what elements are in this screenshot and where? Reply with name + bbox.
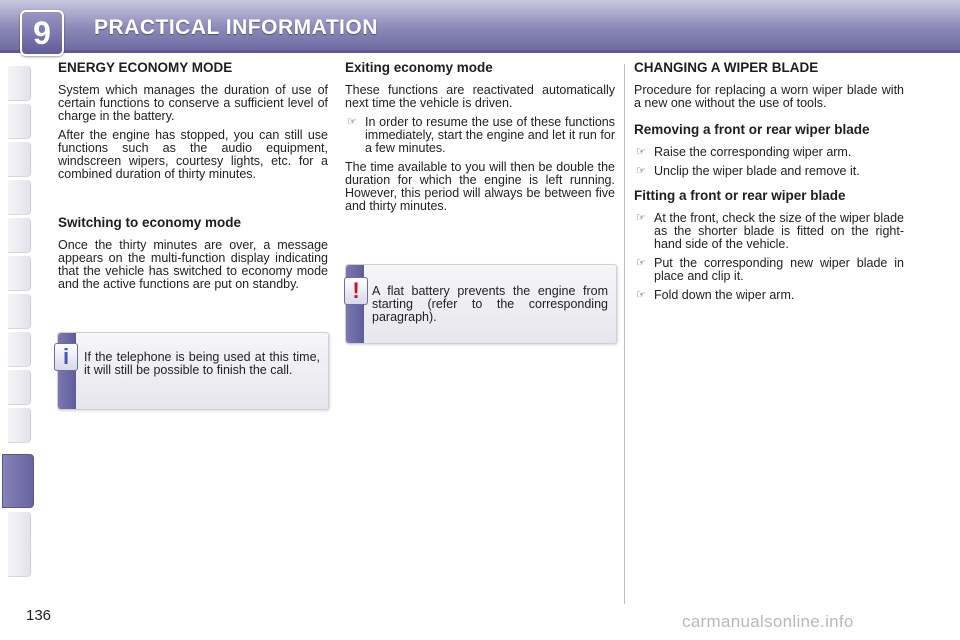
bullet-item: ☞ In order to resume the use of these functions immediately, start the engine and let it run for a few minutes.	[347, 115, 615, 155]
chapter-tab[interactable]	[8, 66, 31, 101]
paragraph: Procedure for replacing a worn wiper blade with a new one without the use of tools.	[634, 83, 904, 110]
chapter-tab[interactable]	[8, 256, 31, 291]
header-rule	[0, 50, 960, 53]
column-left	[58, 60, 328, 297]
section-heading: CHANGING A WIPER BLADE	[634, 60, 819, 75]
pointing-hand-icon: ☞	[636, 257, 646, 269]
paragraph: The time available to you will then be double the duration for which the engine is left running. However, this period will always be between five and thirty minutes.	[345, 160, 615, 213]
section-heading: ENERGY ECONOMY MODE	[58, 60, 233, 75]
page-number: 136	[26, 607, 52, 624]
info-note-text: If the telephone is being used at this time, it will still be possible to finish the call.	[84, 350, 320, 377]
info-icon: i	[54, 343, 78, 371]
chapter-tab[interactable]	[8, 408, 31, 443]
page-title: PRACTICAL INFORMATION	[94, 16, 378, 39]
chapter-tab[interactable]	[8, 332, 31, 367]
pointing-hand-icon: ☞	[636, 146, 646, 158]
pointing-hand-icon: ☞	[636, 165, 646, 177]
sub-heading: Switching to economy mode	[58, 215, 242, 230]
paragraph: System which manages the duration of use of certain functions to conserve a sufficient level of charge in the battery.	[58, 83, 328, 123]
chapter-tab[interactable]	[8, 218, 31, 253]
column-middle	[345, 60, 615, 219]
chapter-tabs	[0, 66, 34, 576]
pointing-hand-icon: ☞	[347, 116, 357, 128]
chapter-tab[interactable]	[8, 294, 31, 329]
pointing-hand-icon: ☞	[636, 289, 646, 301]
chapter-tab[interactable]	[8, 542, 31, 577]
bullet-item: ☞ Put the corresponding new wiper blade in place and clip it.	[636, 256, 904, 283]
chapter-tab[interactable]	[8, 104, 31, 139]
column-right	[634, 60, 904, 308]
chapter-tab[interactable]	[8, 142, 31, 177]
bullet-item: ☞ Unclip the wiper blade and remove it.	[636, 164, 860, 178]
sub-heading: Exiting economy mode	[345, 60, 493, 75]
bullet-item: ☞ Fold down the wiper arm.	[636, 288, 795, 302]
chapter-tab-active[interactable]	[2, 454, 34, 508]
chapter-tab[interactable]	[8, 370, 31, 405]
warning-note-text: A flat battery prevents the engine from starting (refer to the corresponding paragraph).	[372, 284, 608, 324]
paragraph: After the engine has stopped, you can still use functions such as the audio equipment, windscreen wipers, courtesy lights, etc. for a combined duration of thirty minutes.	[58, 128, 328, 181]
column-divider	[624, 64, 625, 604]
warning-note	[345, 264, 617, 344]
chapter-badge: 9	[20, 10, 64, 56]
paragraph: These functions are reactivated automatically next time the vehicle is driven.	[345, 83, 615, 110]
watermark: carmanualsonline.info	[682, 612, 854, 631]
pointing-hand-icon: ☞	[636, 212, 646, 224]
bullet-item: ☞ At the front, check the size of the wiper blade as the shorter blade is fitted on the right-hand side of the vehicle.	[636, 211, 904, 251]
info-note	[57, 332, 329, 410]
sub-heading: Removing a front or rear wiper blade	[634, 122, 870, 137]
bullet-item: ☞ Raise the corresponding wiper arm.	[636, 145, 852, 159]
chapter-tab[interactable]	[8, 180, 31, 215]
paragraph: Once the thirty minutes are over, a message appears on the multi-function display indicating that the vehicle has switched to economy mode and the active functions are put on standby.	[58, 238, 328, 291]
sub-heading: Fitting a front or rear wiper blade	[634, 188, 846, 203]
warning-icon: !	[344, 277, 368, 305]
